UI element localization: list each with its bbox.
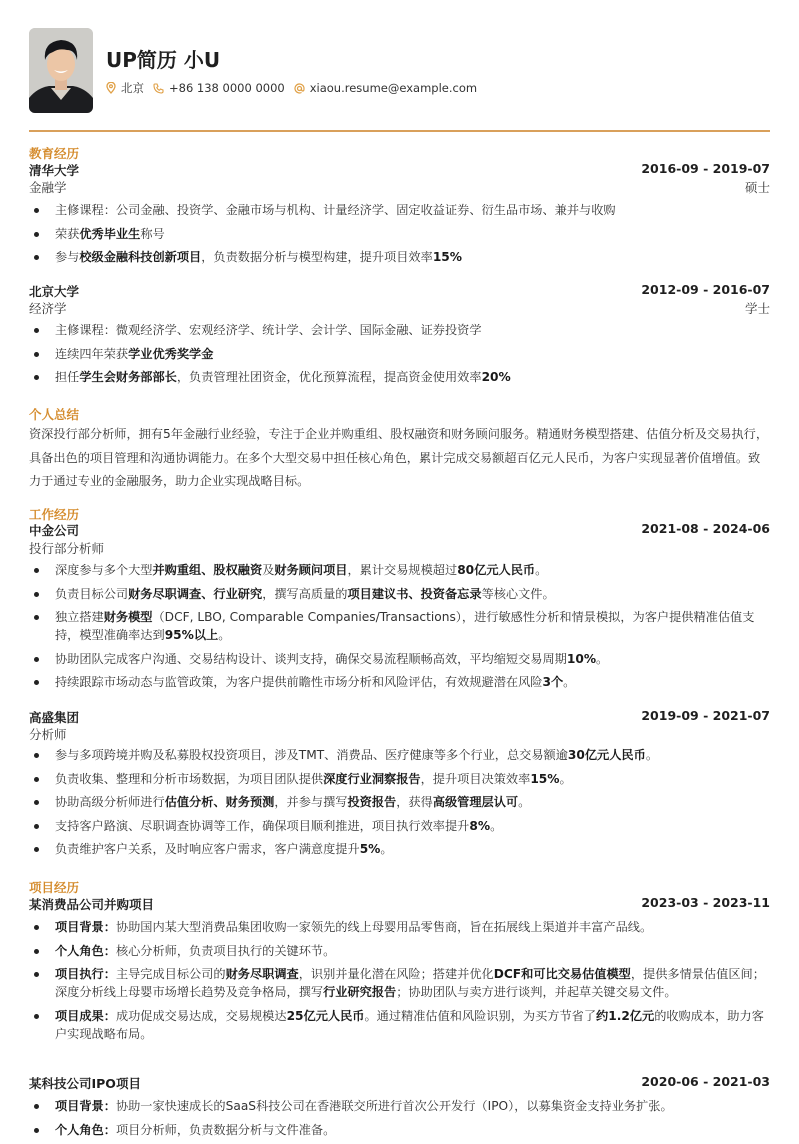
school-name: 清华大学 (29, 163, 80, 178)
work-entry-head (29, 521, 770, 539)
list-item: 担任学生会财务部部长，负责管理社团资金，优化预算流程，提高资金使用效率20% (29, 368, 770, 386)
job-role: 投行部分析师 (29, 541, 105, 556)
contact-info (106, 80, 486, 96)
project-date: 2023-03 - 2023-11 (641, 895, 770, 910)
project-bullets (29, 1097, 770, 1144)
section-title-work: 工作经历 (29, 507, 80, 522)
education-bullets (29, 201, 770, 272)
list-item: 参与校级金融科技创新项目，负责数据分析与模型构建，提升项目效率15% (29, 248, 770, 266)
project-entry-head (29, 1074, 770, 1092)
list-item: 主修课程：公司金融、投资学、金融市场与机构、计量经济学、固定收益证券、衍生品市场、兼并与收购 (29, 201, 770, 219)
project-date: 2020-06 - 2021-03 (641, 1074, 770, 1089)
major: 经济学 (29, 301, 67, 316)
section-title-summary: 个人总结 (29, 407, 80, 422)
project-name: 某消费品公司并购项目 (29, 897, 155, 912)
map-pin-icon (106, 82, 116, 94)
list-item: 支持客户路演、尽职调查协调等工作，确保项目顺利推进，项目执行效率提升8%。 (29, 817, 770, 835)
school-name: 北京大学 (29, 284, 80, 299)
list-item: 主修课程：微观经济学、宏观经济学、统计学、会计学、国际金融、证券投资学 (29, 321, 770, 339)
work-date: 2019-09 - 2021-07 (641, 708, 770, 723)
list-item: 深度参与多个大型并购重组、股权融资及财务顾问项目，累计交易规模超过80亿元人民币。 (29, 561, 770, 579)
education-date: 2012-09 - 2016-07 (641, 282, 770, 297)
work-bullets (29, 561, 770, 697)
resume-page (29, 0, 770, 1137)
project-bullets (29, 918, 770, 1048)
company-name: 高盛集团 (29, 710, 80, 725)
list-item: 个人角色：核心分析师，负责项目执行的关键环节。 (29, 942, 770, 960)
contact-location: 北京 (106, 80, 144, 96)
list-item: 协助团队完成客户沟通、交易结构设计、谈判支持，确保交易流程顺畅高效，平均缩短交易周期10%。 (29, 650, 770, 668)
work-date: 2021-08 - 2024-06 (641, 521, 770, 536)
resume-header (29, 0, 770, 130)
degree: 学士 (744, 301, 770, 316)
list-item: 项目执行：主导完成目标公司的财务尽职调查，识别并量化潜在风险；搭建并优化DCF和可比交易估值模型，提供多情景估值区间；深度分析线上母婴市场增长趋势及竞争格局，撰写行业研究报告；协助团队与卖方进行谈判，并起草关键交易文件。 (29, 965, 770, 1001)
work-entry-head (29, 708, 770, 726)
summary-text: 资深投行部分析师，拥有5年金融行业经验，专注于企业并购重组、股权融资和财务顾问服务。精通财务模型搭建、估值分析及交易执行，具备出色的项目管理和沟通协调能力。在多个大型交易中担任核心角色，累计完成交易额超百亿元人民币，为客户实现显著价值增值。致力于通过专业的金融服务，助力企业实现战略目标。 (29, 427, 769, 488)
list-item: 项目背景：协助一家快速成长的SaaS科技公司在香港联交所进行首次公开发行（IPO），以募集资金支持业务扩张。 (29, 1097, 770, 1115)
list-item: 参与多项跨境并购及私募股权投资项目，涉及TMT、消费品、医疗健康等多个行业，总交易额逾30亿元人民币。 (29, 746, 770, 764)
list-item: 荣获优秀毕业生称号 (29, 225, 770, 243)
at-sign-icon (294, 83, 305, 94)
company-name: 中金公司 (29, 523, 80, 538)
list-item: 个人角色：项目分析师，负责数据分析与文件准备。 (29, 1121, 770, 1139)
list-item: 负责维护客户关系，及时响应客户需求，客户满意度提升5%。 (29, 840, 770, 858)
job-role: 分析师 (29, 727, 67, 742)
avatar (29, 28, 93, 113)
header-divider (29, 130, 770, 132)
list-item: 项目背景：协助国内某大型消费品集团收购一家领先的线上母婴用品零售商，旨在拓展线上渠道并丰富产品线。 (29, 918, 770, 936)
list-item: 负责收集、整理和分析市场数据，为项目团队提供深度行业洞察报告，提升项目决策效率15%。 (29, 770, 770, 788)
project-name: 某科技公司IPO项目 (29, 1076, 141, 1091)
list-item: 持续跟踪市场动态与监管政策，为客户提供前瞻性市场分析和风险评估，有效规避潜在风险3个。 (29, 673, 770, 691)
section-title-education: 教育经历 (29, 146, 80, 161)
work-bullets (29, 746, 770, 864)
list-item: 协助高级分析师进行估值分析、财务预测，并参与撰写投资报告，获得高级管理层认可。 (29, 793, 770, 811)
education-date: 2016-09 - 2019-07 (641, 161, 770, 176)
list-item: 项目成果：成功促成交易达成，交易规模达25亿元人民币。通过精准估值和风险识别，为买方节省了约1.2亿元的收购成本，助力客户实现战略布局。 (29, 1007, 770, 1043)
list-item: 负责目标公司财务尽职调查、行业研究，撰写高质量的项目建议书、投资备忘录等核心文件。 (29, 585, 770, 603)
degree: 硕士 (744, 180, 770, 195)
contact-phone[interactable]: +86 138 0000 0000 (153, 81, 285, 95)
education-entry-head (29, 161, 770, 179)
list-item: 连续四年荣获学业优秀奖学金 (29, 345, 770, 363)
phone-icon (153, 83, 164, 94)
major: 金融学 (29, 180, 67, 195)
section-title-projects: 项目经历 (29, 880, 80, 895)
list-item: 独立搭建财务模型（DCF, LBO, Comparable Companies/Transactions），进行敏感性分析和情景模拟，为客户提供精准估值支持，模型准确率达到95%以上。 (29, 608, 770, 644)
candidate-name: UP简历 小U (106, 48, 221, 72)
education-bullets (29, 321, 770, 392)
contact-email[interactable]: xiaou.resume@example.com (294, 81, 477, 95)
education-entry-head (29, 282, 770, 300)
project-entry-head (29, 895, 770, 913)
